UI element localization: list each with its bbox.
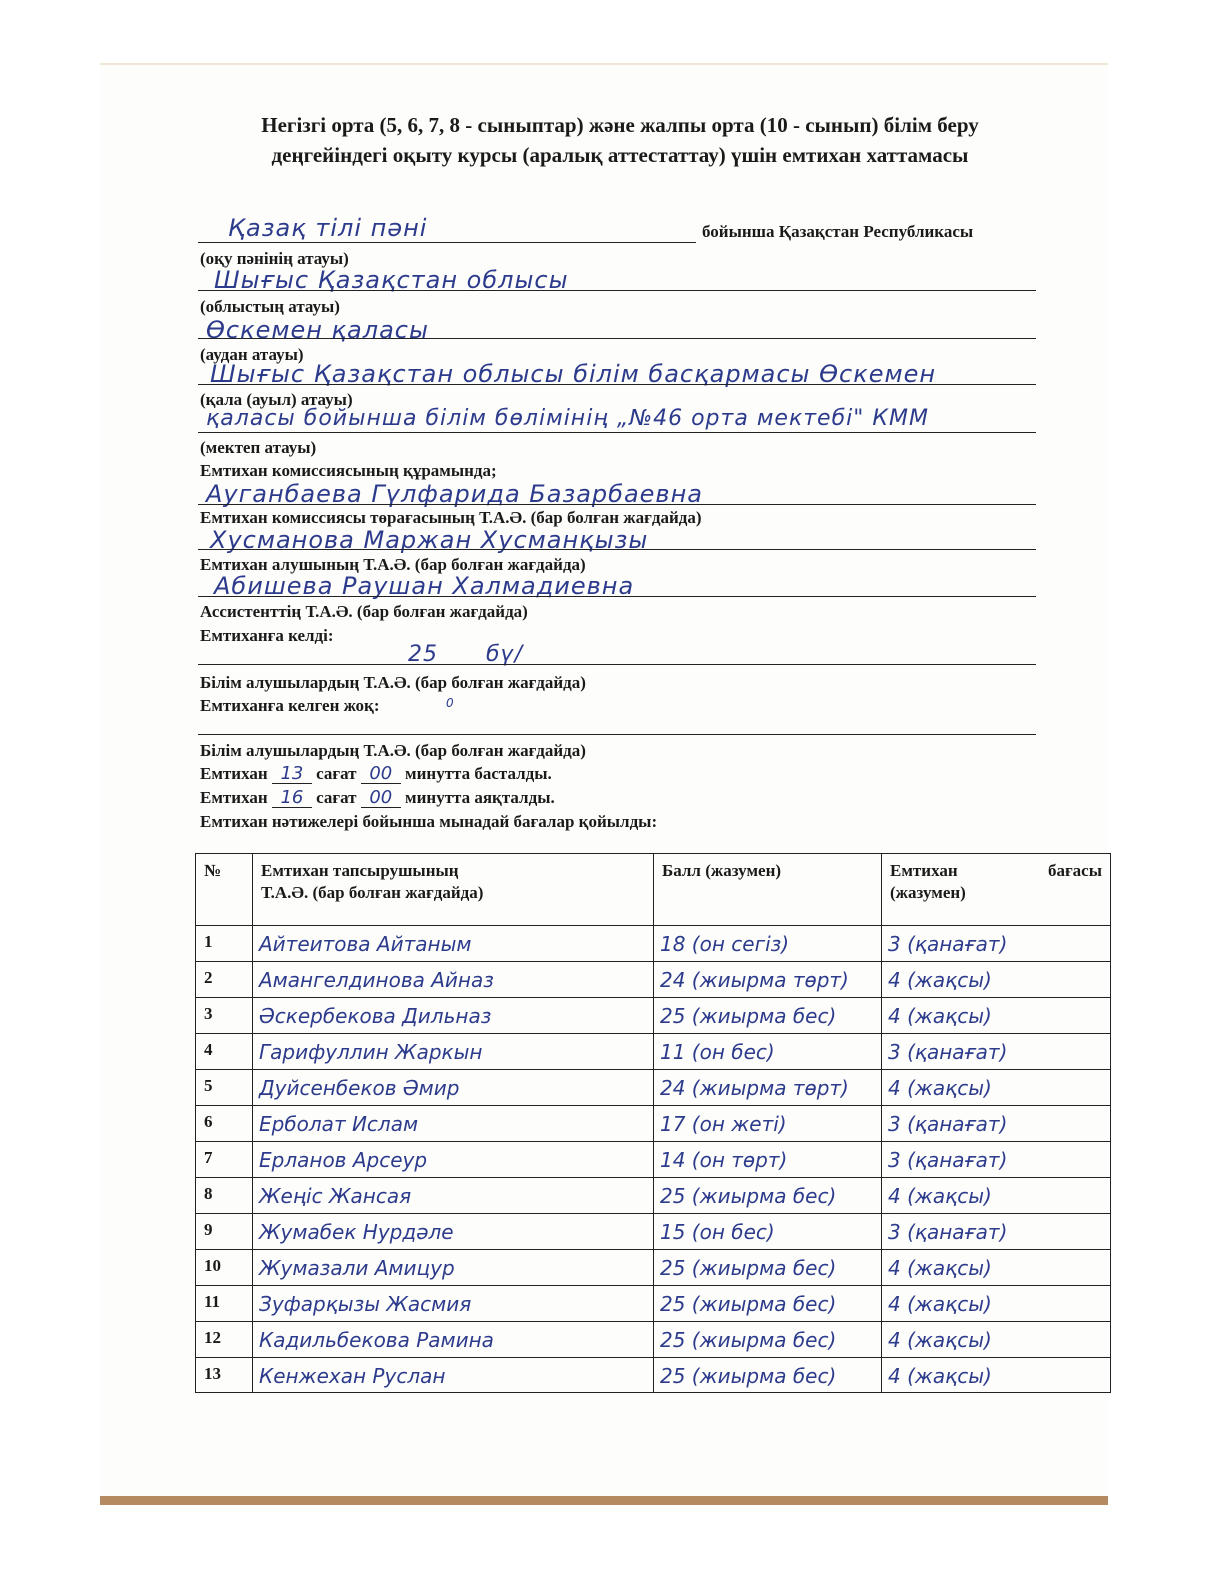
student-grade: 4 (жақсы) [882, 1178, 1111, 1214]
results-table [195, 853, 1111, 1393]
student-name: Ерланов Арсеур [253, 1142, 654, 1178]
document-title [160, 110, 1080, 170]
student-score: 25 (жиырма бес) [654, 1250, 882, 1286]
student-grade: 3 (қанағат) [882, 1034, 1111, 1070]
district-label: (аудан атауы) [200, 345, 304, 364]
start-hour: 13 [272, 765, 312, 784]
title-line-2: деңгейіндегі оқыту курсы (аралық аттестаттау) үшін емтихан хаттамасы [271, 143, 969, 167]
student-grade: 3 (қанағат) [882, 1106, 1111, 1142]
student-name: Жумабек Нурдәле [253, 1214, 654, 1250]
table-row [196, 998, 1111, 1034]
examiner-label: Емтихан алушының Т.А.Ә. (бар болған жағдайда) [200, 555, 586, 574]
end-hour: 16 [272, 789, 312, 808]
header-grade-word-a: Емтихан [890, 861, 958, 880]
table-row [196, 962, 1111, 998]
student-grade: 4 (жақсы) [882, 1070, 1111, 1106]
examiner-value: Абишева Раушан Халмадиевна [214, 572, 635, 600]
start-minute: 00 [361, 765, 401, 784]
table-row [196, 1322, 1111, 1358]
results-label: Емтихан нәтижелері бойынша мынадай бағалар қойылды: [200, 812, 658, 831]
subject-suffix: бойынша Қазақстан Республикасы [702, 222, 974, 241]
header-grade [882, 854, 1111, 926]
student-score: 17 (он жеті) [654, 1106, 882, 1142]
table-row [196, 926, 1111, 962]
student-name: Ерболат Ислам [253, 1106, 654, 1142]
row-number: 2 [196, 962, 253, 998]
header-grade-line-2: (жазумен) [890, 883, 966, 902]
table-row [196, 1070, 1111, 1106]
student-grade: 4 (жақсы) [882, 1250, 1111, 1286]
student-score: 18 (он сегіз) [654, 926, 882, 962]
chair-underline [198, 549, 1036, 550]
attended-value: 25 бү/ [408, 642, 523, 667]
student-name: Әскербекова Дильназ [253, 998, 654, 1034]
row-number: 12 [196, 1322, 253, 1358]
student-grade: 4 (жақсы) [882, 1286, 1111, 1322]
header-num: № [196, 854, 253, 926]
table-header-row [196, 854, 1111, 926]
attended-underline [198, 664, 1036, 665]
row-number: 1 [196, 926, 253, 962]
table-row [196, 1358, 1111, 1393]
row-number: 9 [196, 1214, 253, 1250]
header-grade-word-b: бағасы [1047, 861, 1102, 880]
row-number: 13 [196, 1358, 253, 1393]
row-number: 7 [196, 1142, 253, 1178]
table-row [196, 1178, 1111, 1214]
start-suffix: минутта басталды. [405, 764, 552, 783]
region-label: (облыстың атауы) [200, 297, 340, 316]
school-value: қаласы бойынша білім бөлімінің „№46 орта мектебі" КММ [206, 406, 929, 431]
end-prefix: Емтихан [200, 788, 268, 807]
student-grade: 4 (жақсы) [882, 1358, 1111, 1393]
absent-label: Емтиханға келген жоқ: [200, 696, 380, 715]
examiner-underline [198, 596, 1036, 597]
student-score: 25 (жиырма бес) [654, 1286, 882, 1322]
city-underline [198, 384, 1036, 385]
absent-value: 0 [446, 696, 455, 710]
table-row [196, 1286, 1111, 1322]
commission-underline [198, 504, 1036, 505]
start-mid: сағат [316, 764, 357, 783]
chair-label: Емтихан комиссиясы төрағасының Т.А.Ә. (бар болған жағдайда) [200, 508, 702, 527]
table-row [196, 1142, 1111, 1178]
table-row [196, 1214, 1111, 1250]
subject-label: (оқу пәнінің атауы) [200, 249, 349, 268]
commission-value: Ауганбаева Гүлфарида Базарбаевна [206, 480, 703, 508]
student-grade: 3 (қанағат) [882, 1142, 1111, 1178]
chair-value: Хусманова Маржан Хусманқызы [210, 526, 649, 554]
header-grade-line-1 [890, 860, 1102, 882]
student-name: Амангелдинова Айназ [253, 962, 654, 998]
student-score: 14 (он төрт) [654, 1142, 882, 1178]
city-value: Шығыс Қазақстан облысы білім басқармасы Өскемен [210, 360, 937, 388]
student-grade: 4 (жақсы) [882, 962, 1111, 998]
student-grade: 3 (қанағат) [882, 1214, 1111, 1250]
header-name-line-1: Емтихан тапсырушының [261, 861, 459, 880]
region-value: Шығыс Қазақстан облысы [214, 266, 569, 294]
title-line-1: Негізгі орта (5, 6, 7, 8 - сыныптар) және жалпы орта (10 - сынып) білім беру [261, 113, 979, 137]
row-number: 8 [196, 1178, 253, 1214]
district-underline [198, 338, 1036, 339]
absent-underline [198, 734, 1036, 735]
student-name: Айтеитова Айтаным [253, 926, 654, 962]
end-time-line [200, 788, 555, 808]
row-number: 10 [196, 1250, 253, 1286]
student-score: 24 (жиырма төрт) [654, 962, 882, 998]
commission-label: Емтихан комиссиясының құрамында; [200, 461, 497, 480]
student-score: 25 (жиырма бес) [654, 1178, 882, 1214]
city-label: (қала (ауыл) атауы) [200, 390, 353, 409]
attended-label: Емтиханға келді: [200, 626, 334, 645]
region-underline [198, 290, 1036, 291]
subject-value: Қазақ тілі пәні [228, 214, 428, 242]
student-score: 24 (жиырма төрт) [654, 1070, 882, 1106]
student-name: Кенжехан Руслан [253, 1358, 654, 1393]
table-body [196, 926, 1111, 1393]
end-suffix: минутта аяқталды. [405, 788, 555, 807]
row-number: 6 [196, 1106, 253, 1142]
student-score: 25 (жиырма бес) [654, 1322, 882, 1358]
table-row [196, 1250, 1111, 1286]
students-label-2: Білім алушылардың Т.А.Ә. (бар болған жағдайда) [200, 741, 586, 760]
start-time-line [200, 764, 552, 784]
header-name-line-2: Т.А.Ә. (бар болған жағдайда) [261, 883, 484, 902]
student-grade: 4 (жақсы) [882, 998, 1111, 1034]
subject-underline [198, 242, 696, 243]
row-number: 4 [196, 1034, 253, 1070]
row-number: 5 [196, 1070, 253, 1106]
student-name: Кадильбекова Рамина [253, 1322, 654, 1358]
student-name: Гарифуллин Жаркын [253, 1034, 654, 1070]
student-score: 15 (он бес) [654, 1214, 882, 1250]
end-minute: 00 [361, 789, 401, 808]
student-grade: 4 (жақсы) [882, 1322, 1111, 1358]
header-score: Балл (жазумен) [654, 854, 882, 926]
end-mid: сағат [316, 788, 357, 807]
student-name: Жумазали Амицур [253, 1250, 654, 1286]
student-name: Жеңіс Жансая [253, 1178, 654, 1214]
assistant-label: Ассистенттің Т.А.Ә. (бар болған жағдайда) [200, 602, 528, 621]
start-prefix: Емтихан [200, 764, 268, 783]
student-name: Дуйсенбеков Әмир [253, 1070, 654, 1106]
student-name: Зуфарқызы Жасмия [253, 1286, 654, 1322]
student-score: 25 (жиырма бес) [654, 1358, 882, 1393]
scan-bottom-edge [100, 1496, 1108, 1505]
school-label: (мектеп атауы) [200, 438, 317, 457]
table-row [196, 1106, 1111, 1142]
student-grade: 3 (қанағат) [882, 926, 1111, 962]
row-number: 3 [196, 998, 253, 1034]
header-name [253, 854, 654, 926]
paper-top-edge [100, 63, 1108, 65]
student-score: 25 (жиырма бес) [654, 998, 882, 1034]
row-number: 11 [196, 1286, 253, 1322]
table-row [196, 1034, 1111, 1070]
students-label-1: Білім алушылардың Т.А.Ә. (бар болған жағдайда) [200, 673, 586, 692]
school-underline [198, 432, 1036, 433]
district-value: Өскемен қаласы [206, 316, 429, 344]
student-score: 11 (он бес) [654, 1034, 882, 1070]
